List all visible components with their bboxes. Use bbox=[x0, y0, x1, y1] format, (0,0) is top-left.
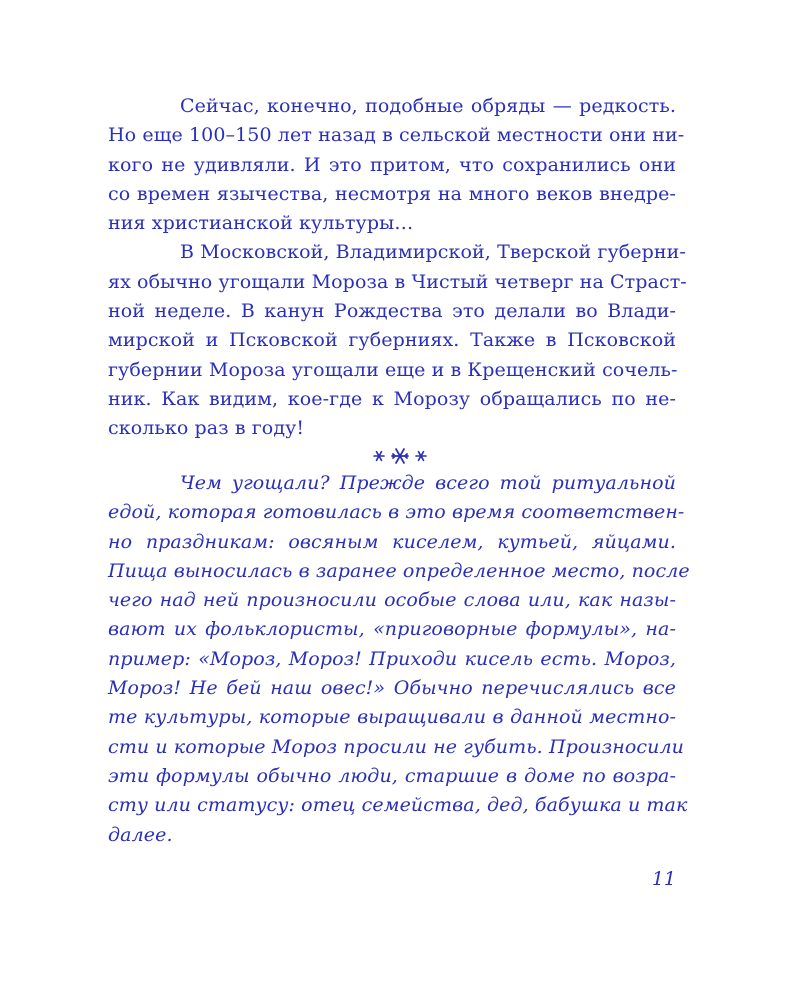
paragraph-line: со времен язычества, несмотря на много веков внедре- bbox=[108, 182, 676, 205]
paragraph-line: вают их фольклористы, «приговорные формулы», на- bbox=[108, 618, 676, 641]
paragraph-2 bbox=[108, 238, 687, 443]
paragraph-line: ник. Как видим, кое-где к Морозу обращались по не- bbox=[108, 387, 676, 410]
paragraph-line: ной неделе. В канун Рождества это делали во Влади- bbox=[108, 300, 676, 323]
paragraph-line: чего над ней произносили особые слова или, как назы- bbox=[108, 589, 676, 612]
paragraph-line: сти и которые Мороз просили не губить. Произносили bbox=[108, 735, 684, 758]
paragraph-3 bbox=[108, 469, 690, 850]
paragraph-line: едой, которая готовилась в это время соответствен- bbox=[108, 501, 685, 524]
paragraph-line: губернии Мороза угощали еще и в Крещенский сочель- bbox=[108, 358, 678, 381]
paragraph-line: В Московской, Владимирской, Тверской губерни- bbox=[180, 241, 686, 264]
snowflake-divider bbox=[0, 445, 800, 471]
paragraph-line: сколько раз в году! bbox=[108, 417, 305, 440]
paragraph-line: ях обычно угощали Мороза в Чистый четверг на Страст- bbox=[108, 270, 687, 293]
paragraph-line: ния христианской культуры… bbox=[108, 212, 414, 235]
paragraph-line: Чем угощали? Прежде всего той ритуальной bbox=[180, 472, 676, 494]
paragraph-line: эти формулы обычно люди, старшие в доме по возра- bbox=[108, 764, 676, 787]
snowflake-divider-icon bbox=[368, 445, 432, 467]
paragraph-line: те культуры, которые выращивали в данной местно- bbox=[108, 706, 676, 729]
paragraph-line: пример: «Мороз, Мороз! Приходи кисель есть. Мороз, bbox=[108, 647, 676, 670]
paragraph-line: мирской и Псковской губерниях. Также в Псковской bbox=[108, 329, 676, 352]
paragraph-line: кого не удивляли. И это притом, что сохранились они bbox=[108, 153, 676, 176]
paragraph-line: сту или статусу: отец семейства, дед, бабушка и так bbox=[108, 794, 688, 817]
italic-text-block bbox=[108, 469, 690, 850]
paragraph-1 bbox=[108, 92, 685, 238]
paragraph-line: Мороз! Не бей наш овес!» Обычно перечислялись все bbox=[108, 677, 676, 700]
paragraph-line: Пища выносилась в заранее определенное место, после bbox=[108, 559, 690, 582]
paragraph-line: но праздникам: овсяным киселем, кутьей, яйцами. bbox=[108, 530, 676, 553]
paragraph-line: далее. bbox=[108, 823, 173, 846]
paragraph-line: Но еще 100–150 лет назад в сельской местности они ни- bbox=[108, 124, 685, 147]
page-number: 11 bbox=[651, 868, 676, 890]
paragraph-line: Сейчас, конечно, подобные обряды — редкость. bbox=[180, 95, 676, 117]
upright-text-block bbox=[108, 92, 687, 444]
